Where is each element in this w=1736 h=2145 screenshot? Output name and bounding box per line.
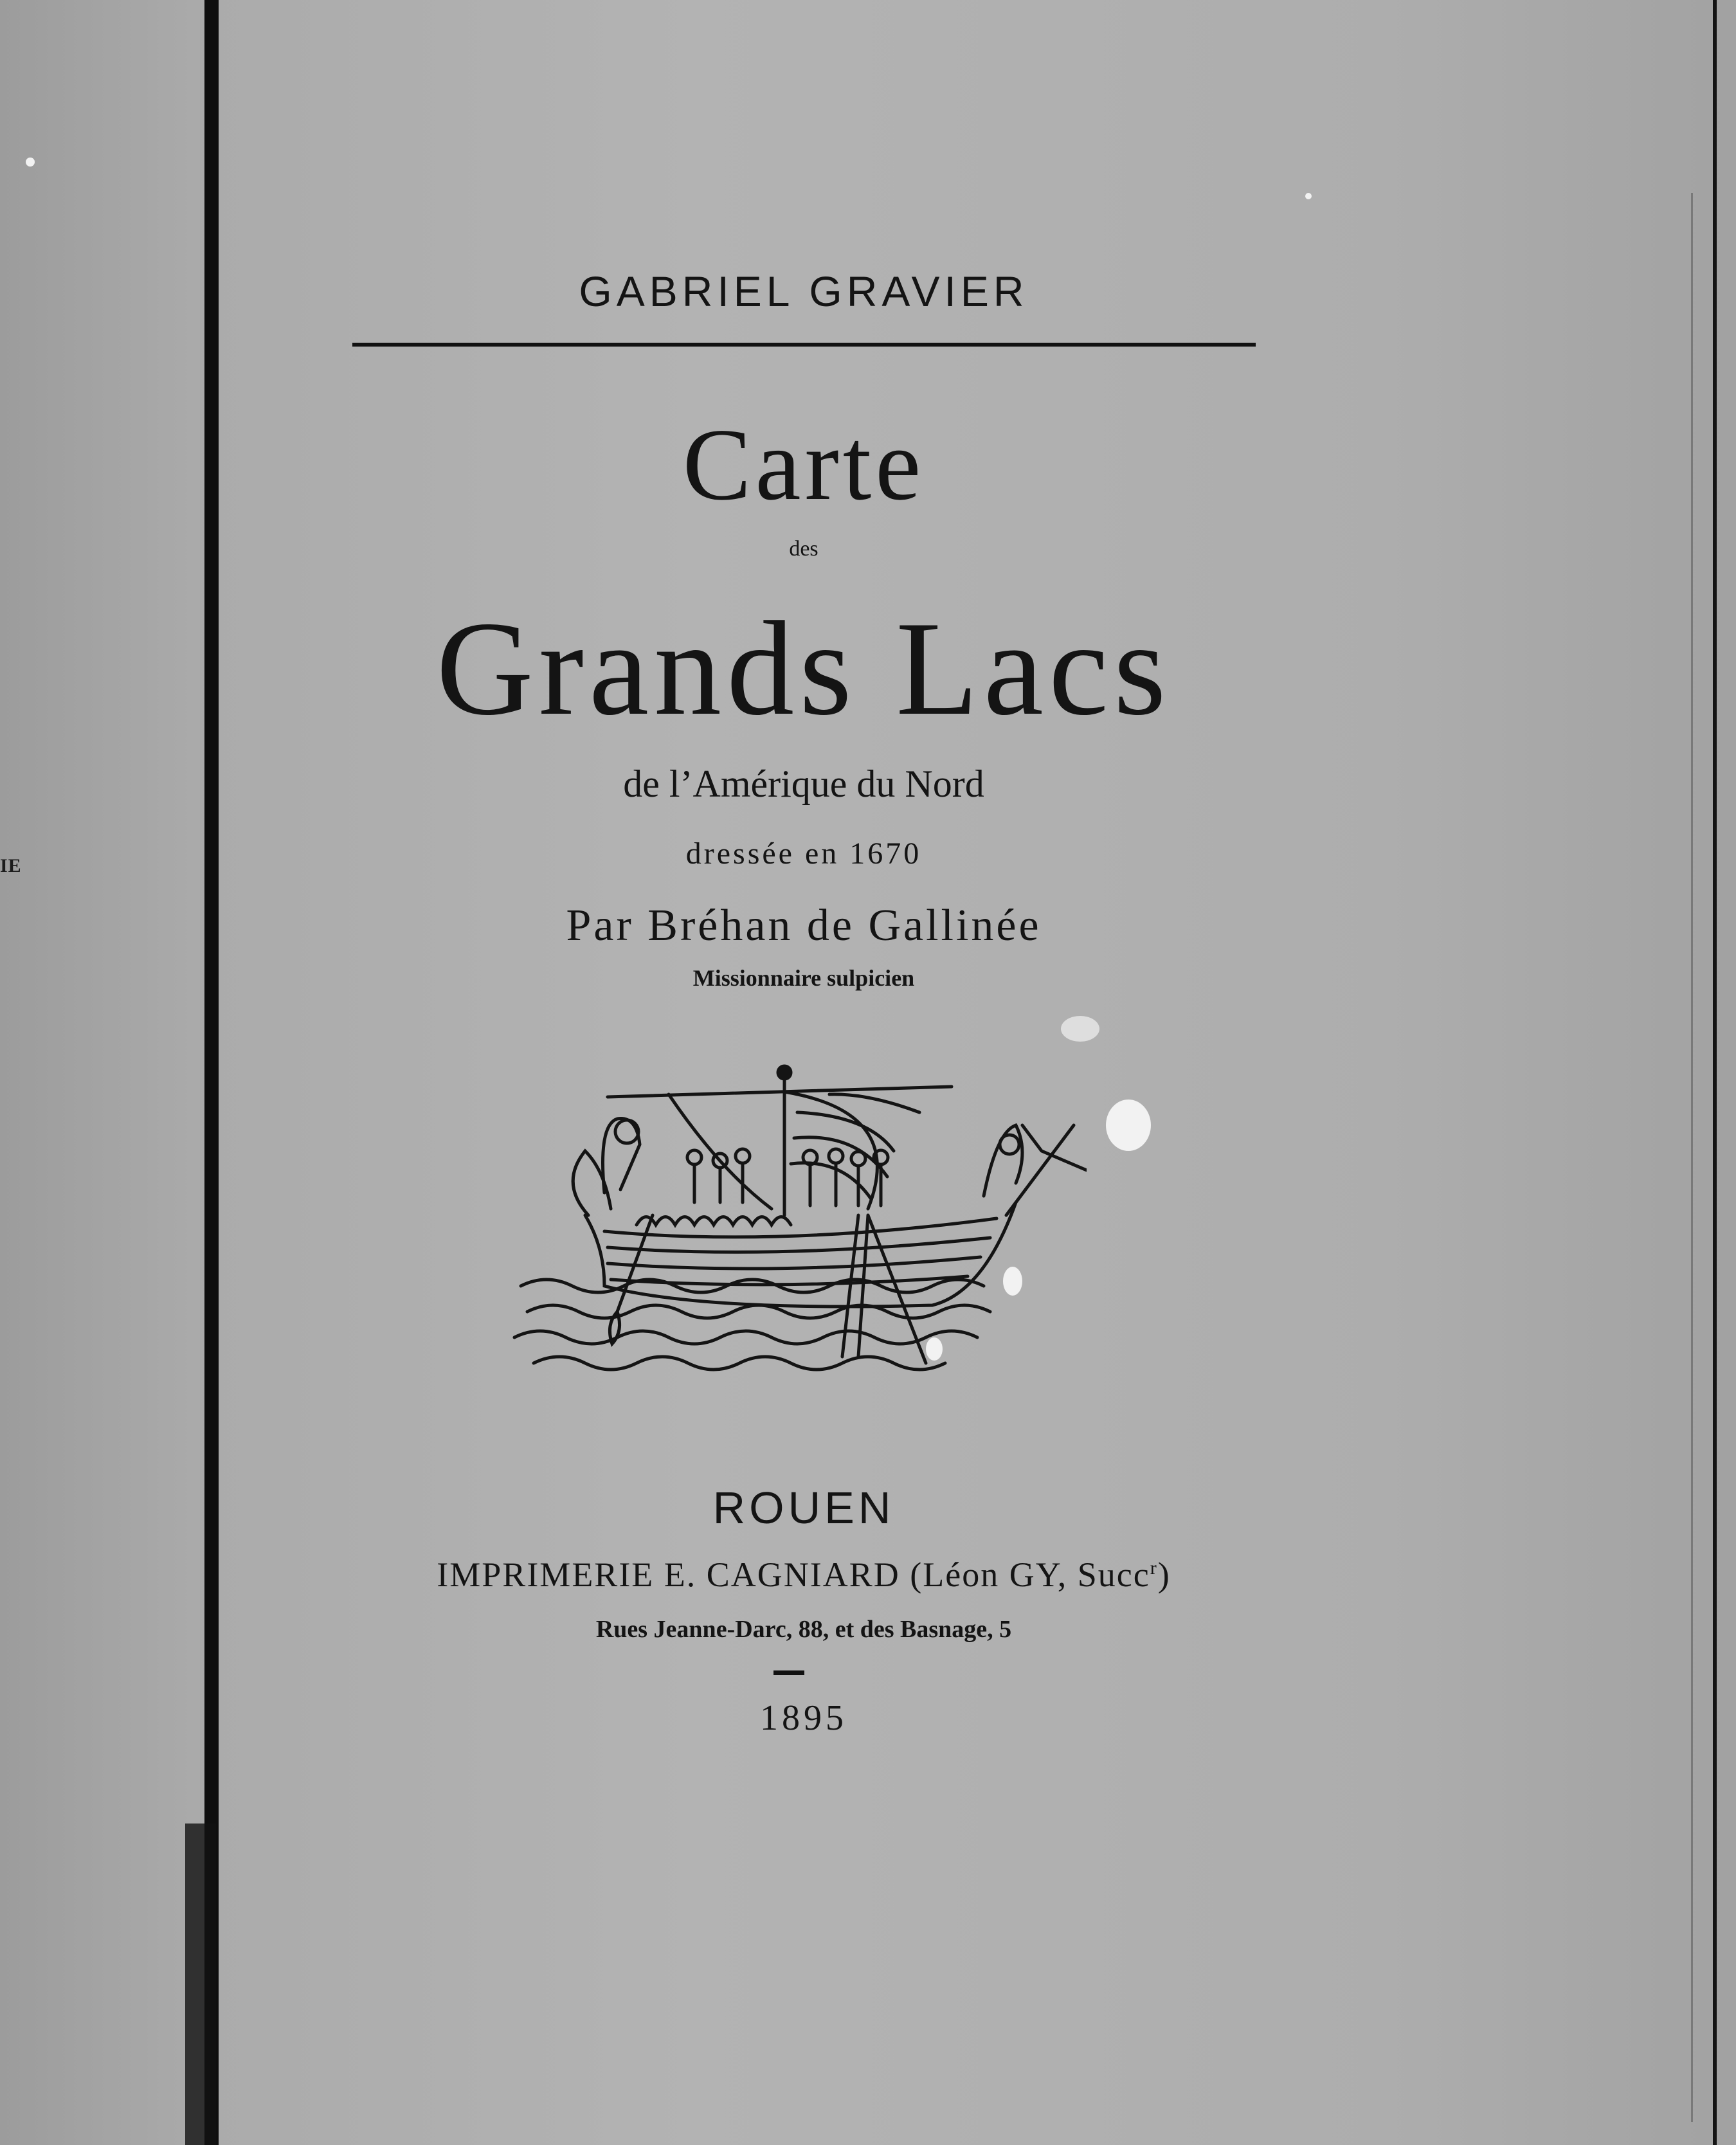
printer-address: Rues Jeanne-Darc, 88, et des Basnage, 5: [595, 1616, 1012, 1643]
scan-speck: [926, 1337, 943, 1361]
date-line: dressée en 1670: [685, 837, 922, 871]
title-grands-lacs: Grands Lacs: [436, 594, 1171, 743]
scan-speck: [1061, 1016, 1099, 1042]
printer-line: [350, 1555, 1257, 1595]
page-edge-line: [1691, 193, 1693, 2122]
printer-superscript: r: [1150, 1557, 1158, 1579]
publication-year: 1895: [760, 1698, 847, 1738]
publication-city: ROUEN: [712, 1483, 895, 1533]
author-role: Missionnaire sulpicien: [692, 965, 915, 991]
scan-speck: [1106, 1100, 1151, 1151]
viking-ship-icon: [508, 1054, 1087, 1402]
scan-speck: [1003, 1267, 1022, 1296]
short-rule: [773, 1670, 804, 1675]
title-carte: Carte: [682, 407, 925, 521]
left-page-text-fragment: IE: [0, 855, 22, 876]
title-connector: des: [789, 537, 818, 561]
scan-speck: [26, 158, 35, 167]
subtitle: de l’Amérique du Nord: [623, 763, 984, 805]
author-name: GABRIEL GRAVIER: [579, 267, 1029, 315]
scan-speck: [1305, 193, 1312, 199]
right-page-edge: [1713, 0, 1717, 2145]
printer-name: IMPRIMERIE E. CAGNIARD (Léon GY, Succ: [437, 1555, 1150, 1594]
book-spine-shadow: [204, 0, 219, 2145]
header-rule: [352, 343, 1256, 347]
map-author-line: Par Bréhan de Gallinée: [566, 901, 1042, 950]
printer-close: ): [1157, 1555, 1171, 1594]
